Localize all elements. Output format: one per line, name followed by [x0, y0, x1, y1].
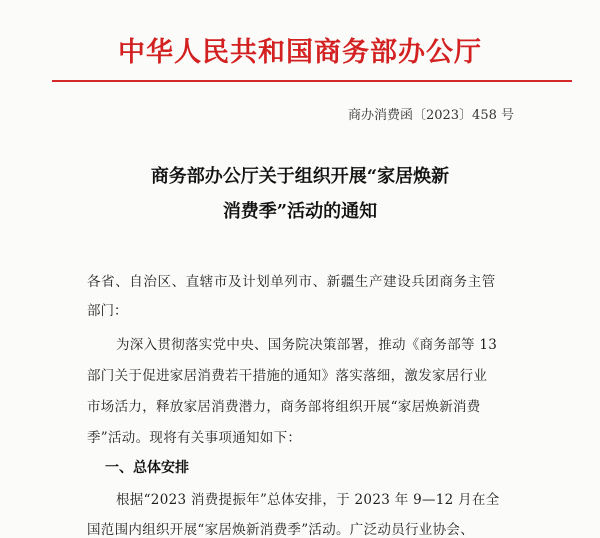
red-divider	[52, 80, 572, 82]
paragraph-2-line-2: 国范围内组织开展“家居焕新消费季”活动。广泛动员行业协会、	[87, 522, 475, 538]
document-number: 商办消费函〔2023〕458 号	[347, 108, 514, 123]
issuer-header: 中华人民共和国商务部办公厅	[118, 37, 482, 68]
paragraph-1-line-4: 季”活动。现将有关事项通知如下：	[87, 430, 302, 446]
notice-title-line-1: 商务部办公厅关于组织开展“家居焕新	[150, 166, 450, 187]
notice-title-line-2: 消费季”活动的通知	[222, 201, 378, 222]
section-1-heading: 一、总体安排	[105, 460, 189, 476]
paragraph-2-line-1: 根据“2023 消费提振年”总体安排，于 2023 年 9—12 月在全	[116, 492, 500, 508]
paragraph-1-line-2: 部门关于促进家居消费若干措施的通知》落实落细，激发家居行业	[87, 368, 488, 384]
recipients-line-2: 部门：	[87, 303, 128, 319]
paragraph-1-line-1: 为深入贯彻落实党中央、国务院决策部署，推动《商务部等 13	[116, 337, 498, 353]
recipients-line-1: 各省、自治区、直辖市及计划单列市、新疆生产建设兵团商务主管	[87, 274, 496, 290]
paragraph-1-line-3: 市场活力，释放家居消费潜力，商务部将组织开展“家居焕新消费	[87, 399, 481, 415]
